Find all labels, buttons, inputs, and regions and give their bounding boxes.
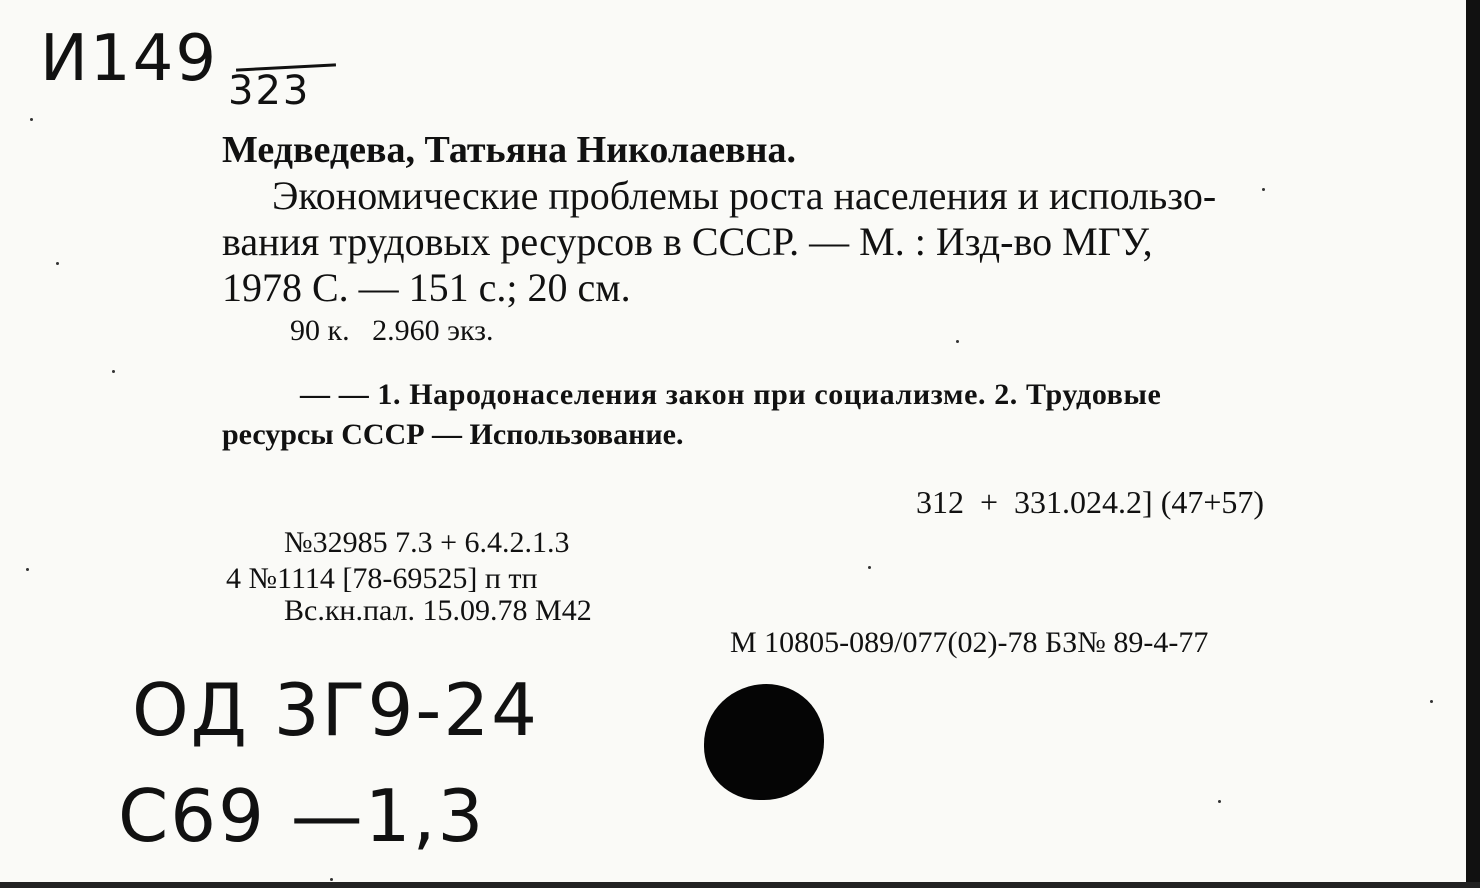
- card-title-line-1: Экономические проблемы роста населения и использо-: [272, 173, 1217, 218]
- handwritten-call-number: И149: [40, 22, 219, 96]
- scan-speck: [1262, 188, 1265, 191]
- scan-speck: [30, 118, 33, 121]
- card-order-line-3: Вс.кн.пал. 15.09.78 М42: [284, 594, 592, 627]
- card-price-run: 90 к. 2.960 экз.: [290, 314, 494, 347]
- scan-speck: [1218, 800, 1221, 803]
- scan-speck: [956, 340, 959, 343]
- card-title-line-2: вания трудовых ресурсов в СССР. — М. : Изд-во МГУ,: [222, 219, 1153, 264]
- card-subjects-line-2: ресурсы СССР — Использование.: [222, 418, 684, 451]
- card-order-line-1: №32985 7.3 + 6.4.2.1.3: [284, 526, 570, 559]
- scan-speck: [56, 262, 59, 265]
- punched-hole: [704, 684, 824, 800]
- handwritten-call-suffix: 323: [228, 68, 311, 114]
- card-classification: 312 + 331.024.2] (47+57): [916, 484, 1265, 520]
- card-author: Медведева, Татьяна Николаевна.: [222, 129, 797, 171]
- scan-speck: [26, 568, 29, 571]
- card-title-line-3: 1978 С. — 151 с.; 20 см.: [222, 265, 631, 310]
- scan-speck: [1430, 700, 1433, 703]
- handwritten-location: С69 —1,3: [118, 774, 486, 858]
- scan-speck: [868, 566, 871, 569]
- card-subjects-line-1: — — 1. Народонаселения закон при социализме. 2. Трудовые: [300, 378, 1162, 411]
- scan-speck: [330, 878, 333, 881]
- scan-edge-bottom: [0, 882, 1480, 888]
- handwritten-inventory: ОД 3Г9-24: [132, 668, 539, 752]
- scan-speck: [112, 370, 115, 373]
- scan-edge-right: [1466, 0, 1480, 888]
- card-order-line-2: 4 №1114 [78-69525] п тп: [226, 562, 538, 595]
- card-catalog-code: М 10805-089/077(02)-78 БЗ№ 89-4-77: [730, 626, 1209, 659]
